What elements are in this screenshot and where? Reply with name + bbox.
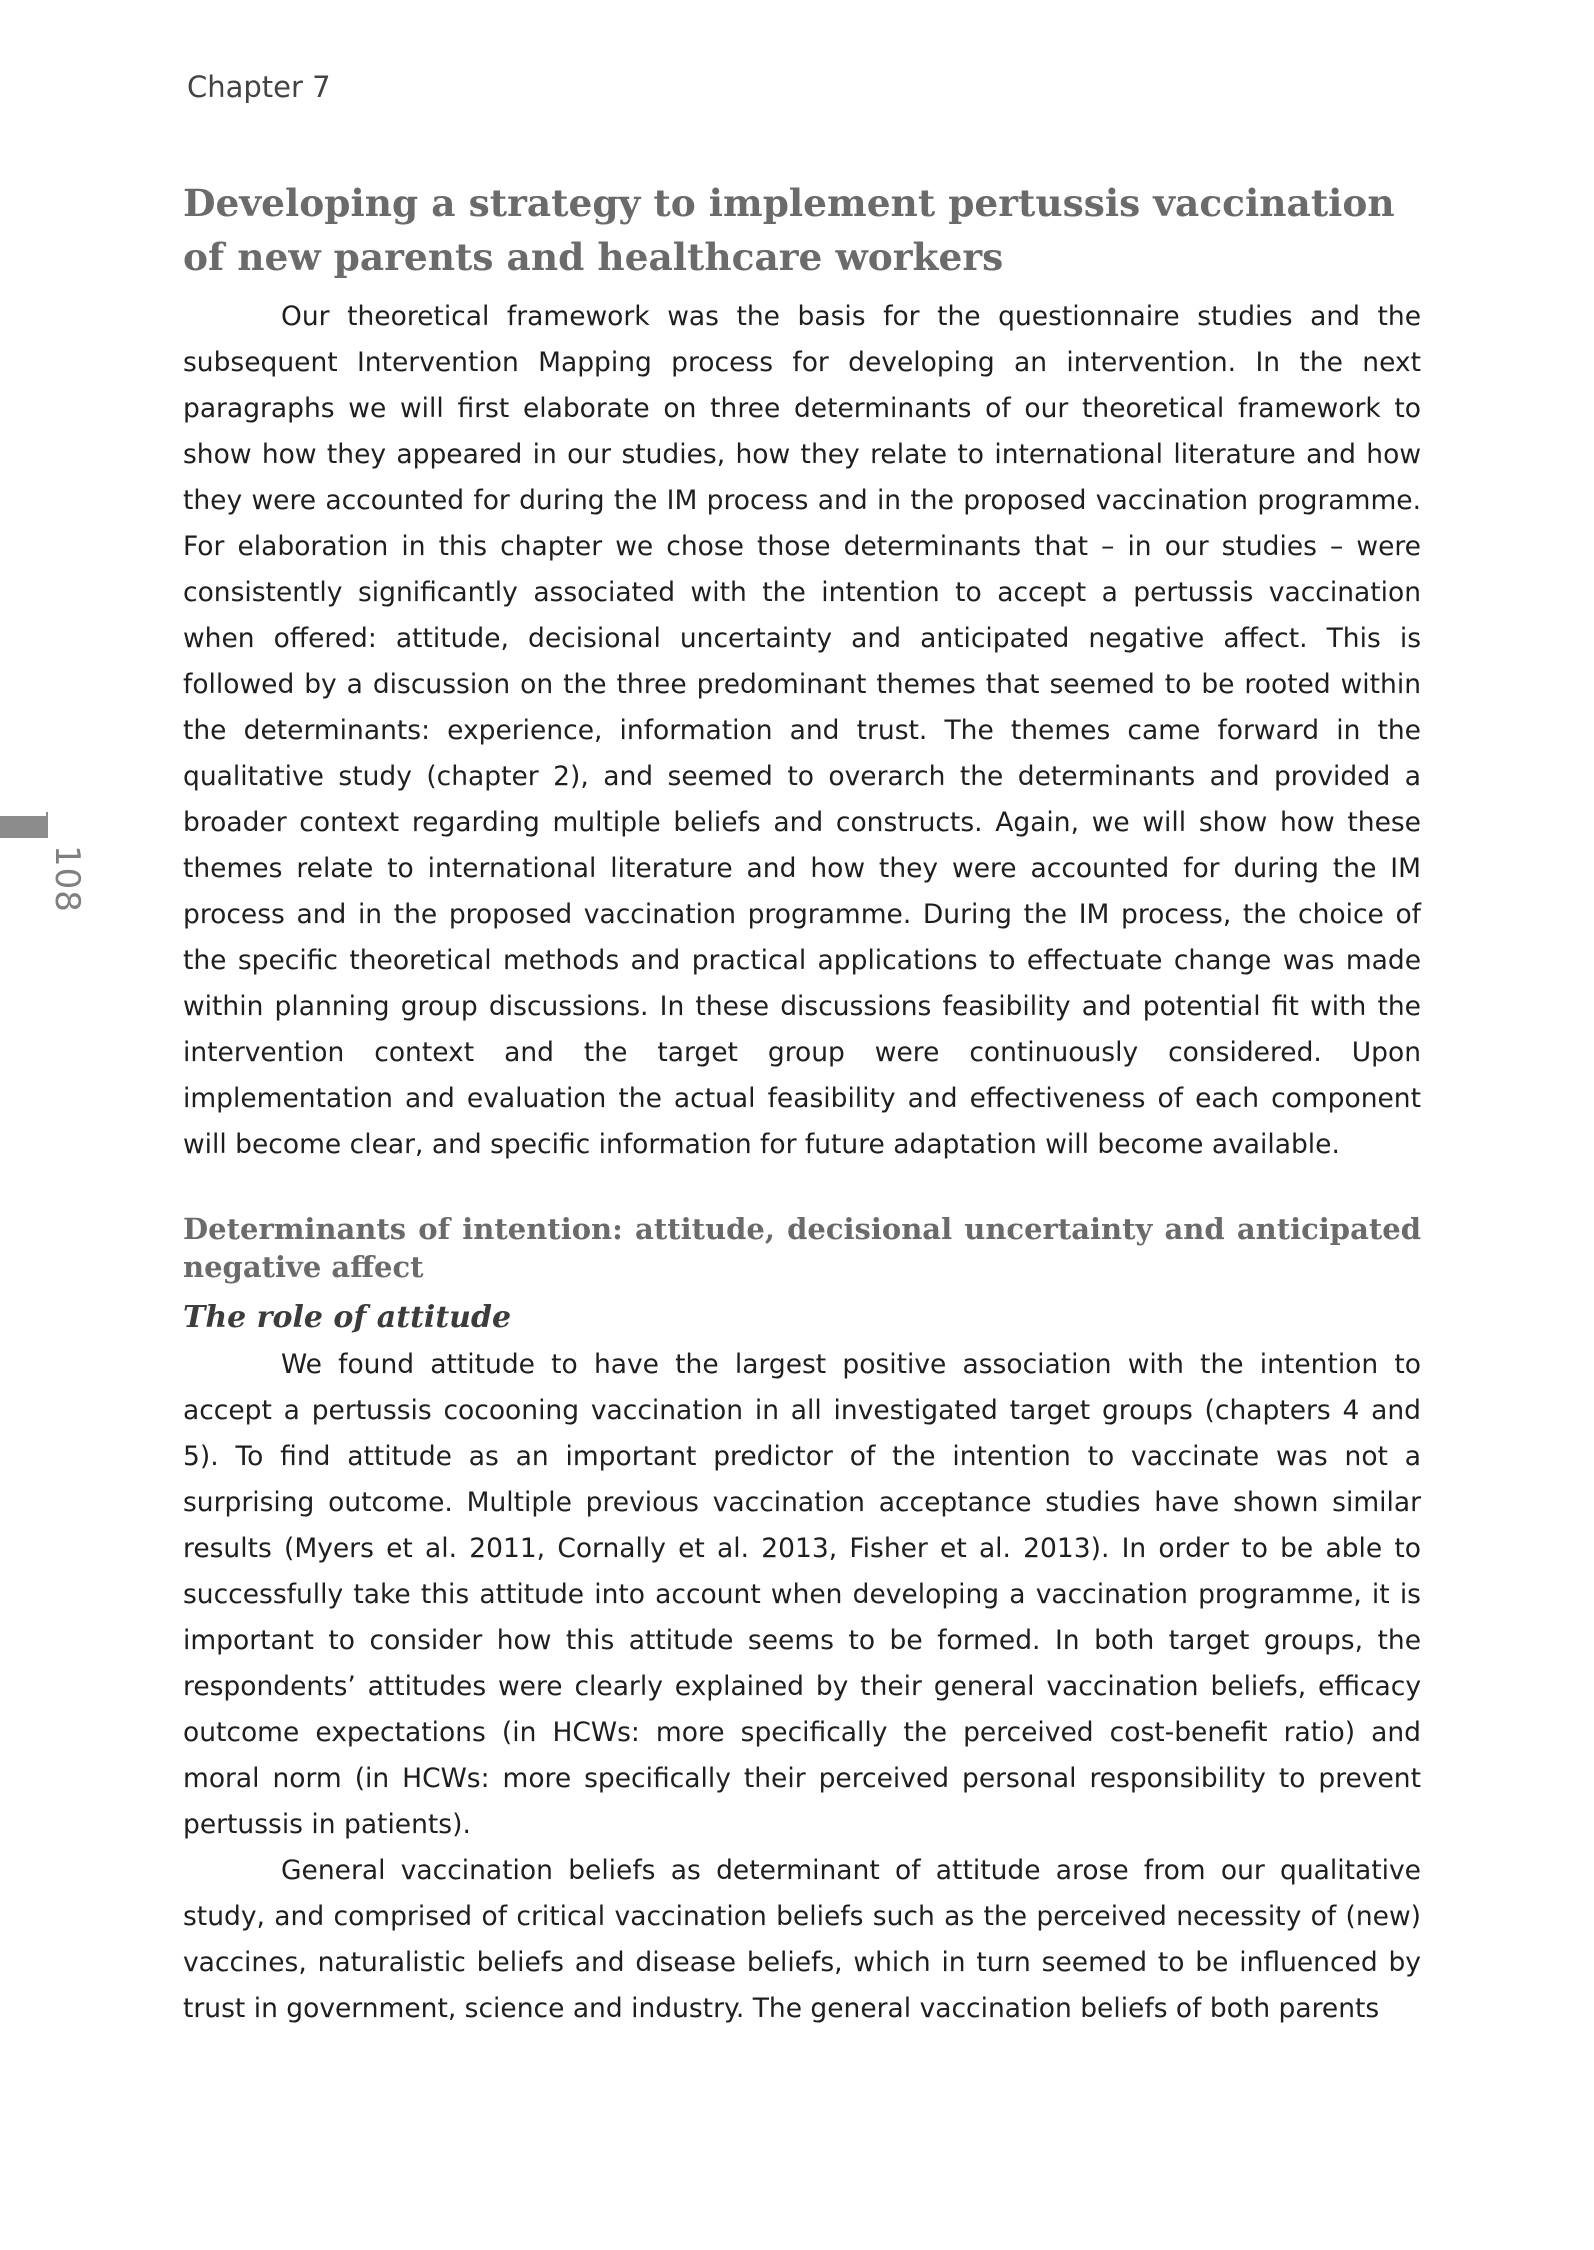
page-edge-marker: [0, 812, 50, 964]
subsection-heading: The role of attitude: [183, 1300, 512, 1335]
attitude-paragraph-2: General vaccination beliefs as determinant of attitude arose from our qualitative study, and comprised of critical vaccination beliefs such as the perceived necessity of (new) vaccines, naturalistic beliefs and disease beliefs, which in turn seemed to be influenced by trust in government, science and industry. The general vaccination beliefs of both parents: [183, 1855, 1421, 2024]
intro-paragraph: Our theoretical framework was the basis for the questionnaire studies and the subsequent Intervention Mapping process for developing an intervention. In the next paragraphs we will first elaborate on three determinants of our theoretical framework to show how they appeared in our studies, how they relate to international literature and how they were accounted for during the IM process and in the proposed vaccination programme. For elaboration in this chapter we chose those determinants that – in our studies – were consistently significantly associated with the intention to accept a pertussis vaccination when offered: attitude, decisional uncertainty and anticipated negative affect. This is followed by a discussion on the three predominant themes that seemed to be rooted within the determinants: experience, information and trust. The themes came forward in the qualitative study (chapter 2), and seemed to overarch the determinants and provided a broader context regarding multiple beliefs and constructs. Again, we will show how these themes relate to international literature and how they were accounted for during the IM process and in the proposed vaccination programme. During the IM process, the choice of the specific theoretical methods and practical applications to effectuate change was made within planning group discussions. In these discussions feasibility and potential fit with the intervention context and the target group were continuously considered. Upon implementation and evaluation the actual feasibility and effectiveness of each component will become clear, and specific information for future adaptation will become available.: [183, 301, 1421, 1160]
running-head: Chapter 7: [187, 70, 331, 104]
attitude-paragraph-1: We found attitude to have the largest positive association with the intention to accept a pertussis cocooning vaccination in all investigated target groups (chapters 4 and 5). To find attitude as an important predictor of the intention to vaccinate was not a surprising outcome. Multiple previous vaccination acceptance studies have shown similar results (Myers et al. 2011, Cornally et al. 2013, Fisher et al. 2013). In order to be able to successfully take this attitude into account when developing a vaccination programme, it is important to consider how this attitude seems to be formed. In both target groups, the respondents’ attitudes were clearly explained by their general vaccination beliefs, efficacy outcome expectations (in HCWs: more specifically the perceived cost-benefit ratio) and moral norm (in HCWs: more specifically their perceived personal responsibility to prevent pertussis in patients).: [183, 1349, 1421, 1840]
page-body: [183, 176, 1421, 2032]
edge-marker-rule: [46, 812, 48, 838]
page-number: 108: [47, 845, 87, 913]
edge-marker-bar: [0, 816, 46, 838]
section-heading: Determinants of intention: attitude, decisional uncertainty and anticipated negative affect: [183, 1212, 1421, 1284]
chapter-section-title: Developing a strategy to implement pertussis vaccination of new parents and healthcare workers: [183, 181, 1395, 279]
